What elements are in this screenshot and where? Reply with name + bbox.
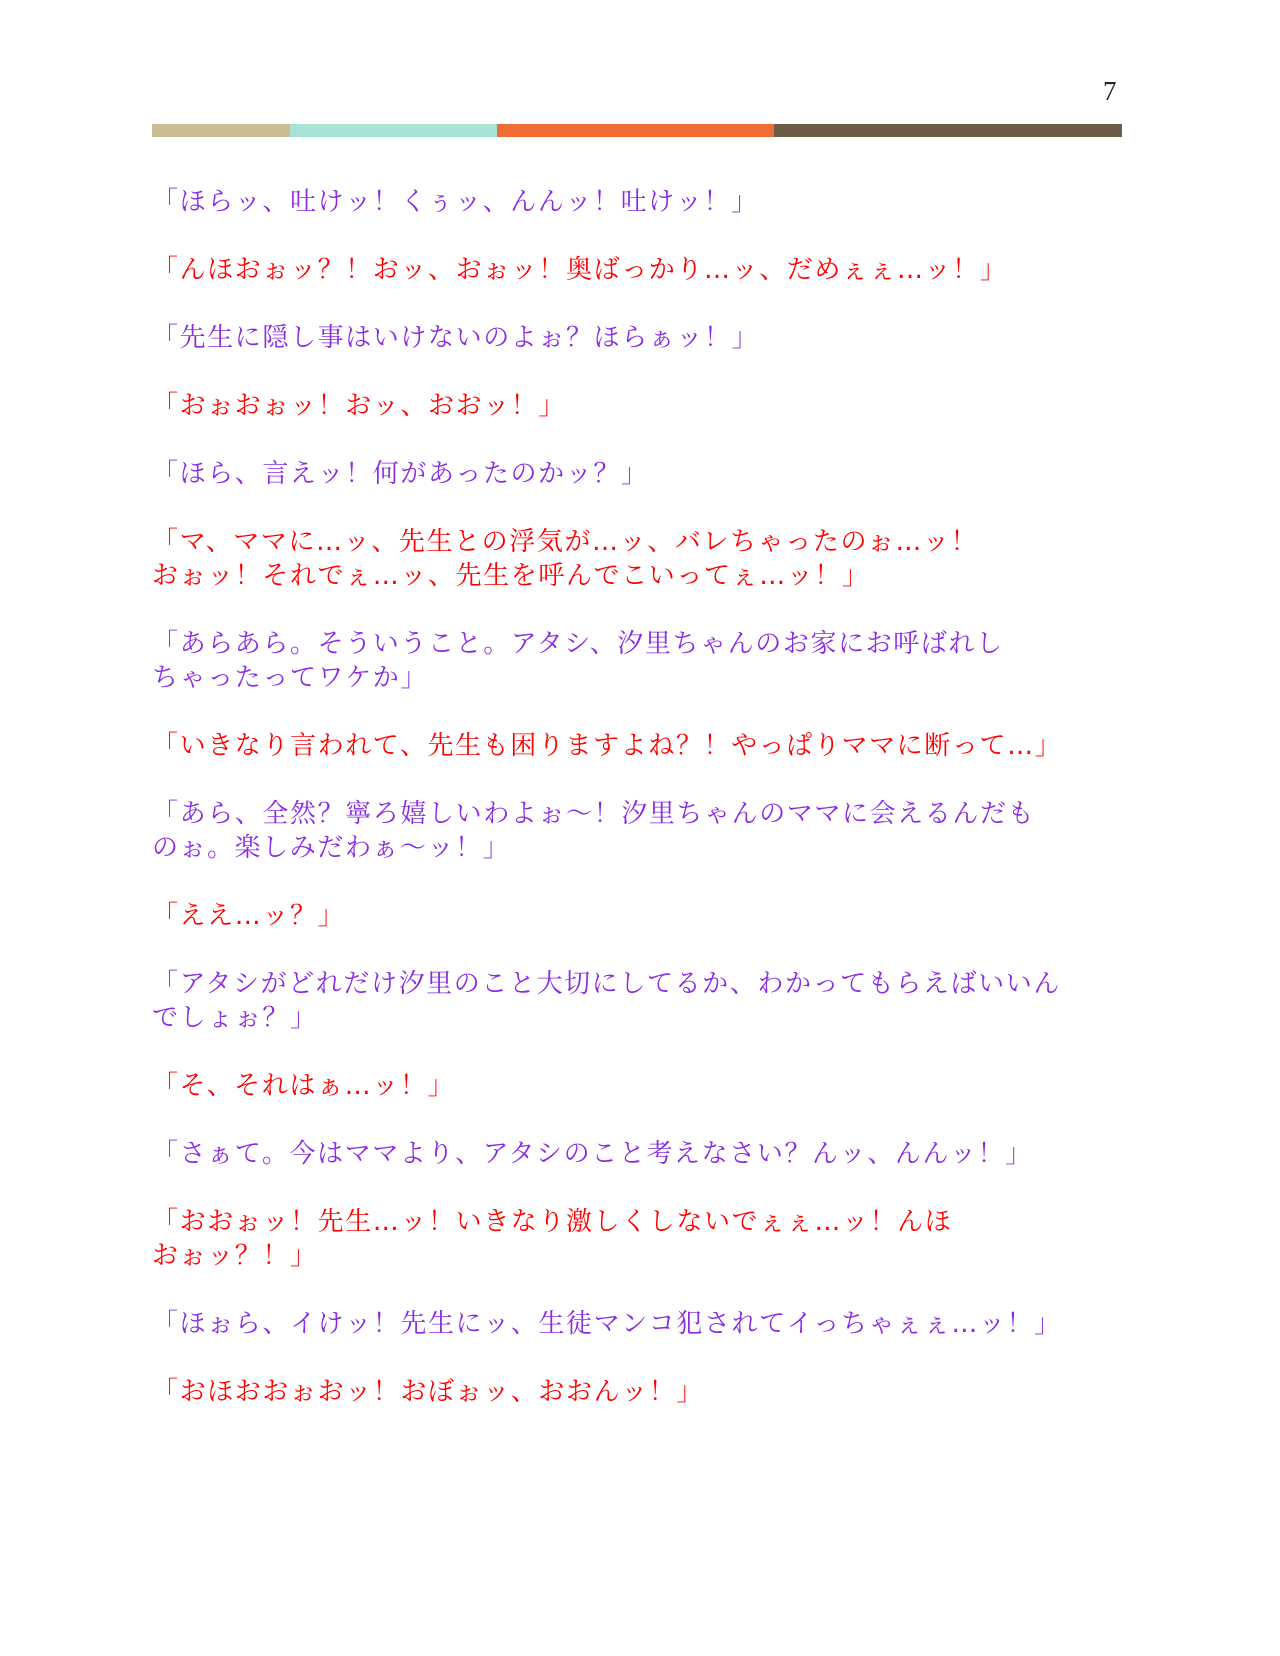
dialogue-line-15: 「ほぉら、イけッ！先生にッ、生徒マンコ犯されてイっちゃぇぇ…ッ！」 [152,1309,1062,1339]
dialogue-line-3: 「先生に隠し事はいけないのよぉ？ほらぁッ！」 [152,323,760,353]
dialogue-list [152,185,1132,1443]
dialogue-line-4: 「おぉおぉッ！おッ、おおッ！」 [152,391,567,421]
color-bar-segment-tan [152,124,290,137]
page-number: 7 [1103,76,1117,106]
dialogue-line-11: 「アタシがどれだけ汐里のこと大切にしてるか、わかってもらえばいいん でしょぉ？」 [152,969,1061,1033]
color-bar-segment-orange [497,124,774,137]
dialogue-line-14: 「おおぉッ！先生…ッ！いきなり激しくしないでぇぇ…ッ！んほ おぉッ？！」 [152,1207,953,1271]
dialogue-line-7: 「あらあら。そういうこと。アタシ、汐里ちゃんのお家にお呼ばれし ちゃったってワケか」 [152,629,1004,693]
dialogue-line-16: 「おほおおぉおッ！おぼぉッ、おおんッ！」 [152,1377,705,1407]
dialogue-line-10: 「ええ…ッ？」 [152,901,346,931]
dialogue-line-9: 「あら、全然？寧ろ嬉しいわよぉ～！汐里ちゃんのママに会えるんだも のぉ。楽しみだわぁ～ッ！」 [152,799,1036,863]
dialogue-line-6: 「マ、ママに…ッ、先生との浮気が…ッ、バレちゃったのぉ…ッ！ おぉッ！それでぇ…ッ、先生を呼んでこいってぇ…ッ！」 [152,527,979,591]
color-bar-segment-brown [774,124,1122,137]
dialogue-line-5: 「ほら、言えッ！何があったのかッ？」 [152,459,649,489]
dialogue-line-8: 「いきなり言われて、先生も困りますよね？！やっぱりママに断って…」 [152,731,1063,761]
decorative-color-bar [152,124,1122,137]
dialogue-line-13: 「さぁて。今はママより、アタシのこと考えなさい？んッ、んんッ！」 [152,1139,1033,1169]
dialogue-line-12: 「そ、それはぁ…ッ！」 [152,1071,456,1101]
dialogue-line-1: 「ほらッ、吐けッ！くぅッ、んんッ！吐けッ！」 [152,187,759,217]
color-bar-segment-mint [290,124,497,137]
dialogue-line-2: 「んほおぉッ？！おッ、おぉッ！奥ばっかり…ッ、だめぇぇ…ッ！」 [152,255,1008,285]
